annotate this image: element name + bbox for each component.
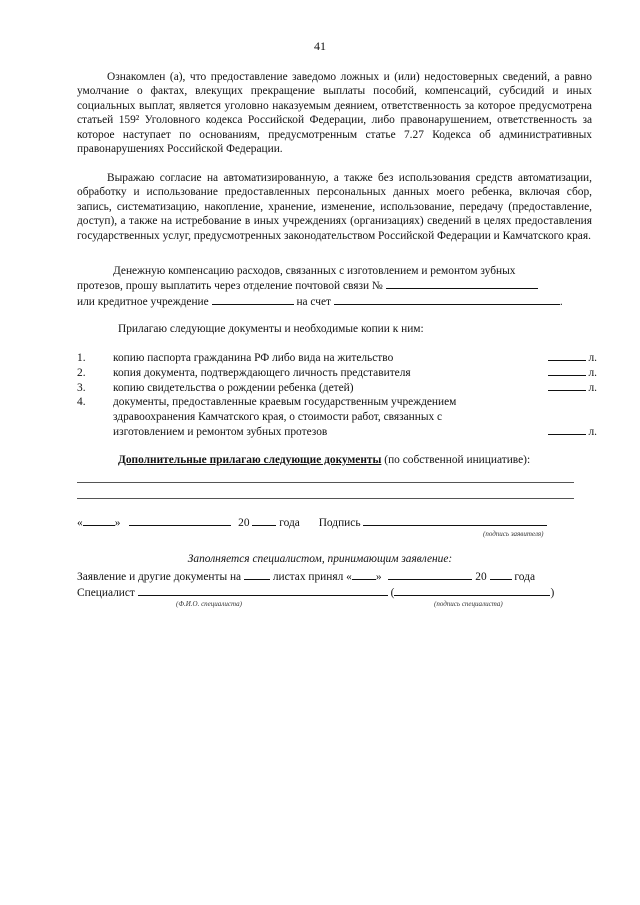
sheet-unit: л. — [588, 425, 597, 438]
specialist-name-caption: (Ф.И.О. специалиста) — [176, 600, 242, 608]
applicant-signature-caption: (подпись заявителя) — [483, 530, 544, 538]
received-year-field[interactable] — [490, 569, 512, 580]
documents-list — [77, 351, 597, 440]
compensation-line-2-text: протезов, прошу выплатить через отделение почтовой связи № — [77, 280, 383, 293]
document-item-1 — [77, 351, 597, 366]
specialist-heading: Заполняется специалистом, принимающим заявление: — [187, 553, 453, 565]
received-text-c: » — [375, 571, 382, 583]
specialist-received-line — [77, 569, 535, 583]
date-month-field[interactable] — [129, 515, 231, 526]
document-text: копия документа, подтверждающего личность представителя — [113, 366, 411, 379]
sheet-count-field[interactable] — [548, 424, 586, 435]
sheet-count-field[interactable] — [548, 350, 586, 361]
document-text: копию свидетельства о рождении ребенка (детей) — [113, 381, 354, 394]
specialist-label: Специалист — [77, 587, 135, 599]
document-text: копию паспорта гражданина РФ либо вида на жительство — [113, 352, 394, 364]
signature-label: Подпись — [318, 517, 361, 529]
sheet-count — [548, 424, 597, 440]
received-day-field[interactable] — [352, 569, 376, 580]
document-item-4 — [77, 395, 597, 439]
sheet-unit: л. — [588, 352, 597, 364]
sheet-count — [548, 365, 597, 381]
attachments-intro: Прилагаю следующие документы и необходимые копии к ним: — [118, 323, 424, 335]
sheet-count — [548, 380, 597, 396]
document-item-2 — [77, 366, 597, 381]
sheet-unit: л. — [588, 381, 597, 394]
document-text: документы, предоставленные краевым государственным учреждением здравоохранения Камчатского края, о стоимости работ, связанных с изготовлением и ремонтом зубных протезов — [113, 396, 457, 438]
received-text-b: листах принял « — [272, 571, 352, 583]
date-year-prefix: 20 — [238, 517, 250, 529]
compensation-period: . — [559, 295, 563, 308]
sheet-count — [548, 350, 597, 366]
received-text-a: Заявление и другие документы на — [77, 571, 242, 583]
account-number-field[interactable] — [334, 294, 560, 305]
document-number: 1. — [77, 352, 86, 364]
received-year-suffix: года — [514, 571, 535, 583]
additional-documents-line-1[interactable] — [77, 482, 574, 483]
additional-documents-note: (по собственной инициативе): — [381, 454, 531, 466]
page-number: 41 — [314, 39, 326, 53]
applicant-signature-line — [77, 515, 577, 529]
compensation-paragraph — [77, 264, 592, 309]
specialist-open-paren: ( — [390, 587, 395, 599]
consent-paragraph: Выражаю согласие на автоматизированную, а также без использования средств автоматизации, обработку и использование предоставленных персональных данных моего ребенка, включая сбор, запись, систематизацию, накопление, хранение, изменение, использование, передачу (предоставление, доступ), а также на истребование в иных учреждениях (организациях) сведений в целях предоставления государственных услуг, предусмотренных законодательством Российской Федерации и Камчатского края. — [77, 172, 592, 242]
specialist-close-paren: ) — [550, 587, 555, 599]
date-open-quote: « — [77, 517, 83, 529]
compensation-line-2 — [77, 278, 592, 293]
additional-documents-bold: Дополнительные прилагаю следующие документы — [118, 454, 382, 466]
bank-label: или кредитное учреждение — [77, 295, 209, 308]
specialist-signature-field[interactable] — [394, 585, 550, 596]
date-day-field[interactable] — [83, 515, 115, 526]
specialist-signature-line — [77, 585, 554, 599]
date-close-quote: » — [114, 517, 121, 529]
liability-paragraph: Ознакомлен (а), что предоставление заведомо ложных и (или) недостоверных сведений, а равно умолчание о фактах, влекущих прекращение выплаты пособий, компенсаций, субсидий и иных социальных выплат, является уголовно наказуемым деянием, ответственность за которое предусмотрена статьей 159² Уголовного кодекса Российской Федерации, либо правонарушением, ответственность за которое наступает по основаниям, предусмотренным статье 7.27 Кодекса об административных правонарушениях Российской Федерации. — [77, 71, 592, 156]
applicant-signature-field[interactable] — [363, 515, 547, 526]
sheet-count-field[interactable] — [548, 380, 586, 391]
document-number: 3. — [77, 381, 86, 394]
document-item-3 — [77, 381, 597, 396]
specialist-signature-caption: (подпись специалиста) — [434, 600, 503, 608]
date-year-field[interactable] — [252, 515, 276, 526]
received-year-prefix: 20 — [475, 571, 487, 583]
additional-documents-line-2[interactable] — [77, 498, 574, 499]
bank-name-field[interactable] — [212, 294, 294, 305]
compensation-line-3 — [77, 294, 592, 309]
specialist-name-field[interactable] — [138, 585, 388, 596]
received-month-field[interactable] — [388, 569, 472, 580]
additional-documents-heading — [118, 454, 530, 466]
sheet-unit: л. — [588, 366, 597, 379]
sheet-count-field[interactable] — [548, 365, 586, 376]
compensation-line-1: Денежную компенсацию расходов, связанных с изготовлением и ремонтом зубных — [113, 265, 516, 277]
account-label: на счет — [296, 295, 332, 308]
sheets-count-field[interactable] — [244, 569, 270, 580]
date-year-suffix: года — [279, 517, 300, 529]
document-number: 2. — [77, 366, 86, 379]
document-number: 4. — [77, 396, 86, 409]
post-office-number-field[interactable] — [386, 278, 538, 289]
